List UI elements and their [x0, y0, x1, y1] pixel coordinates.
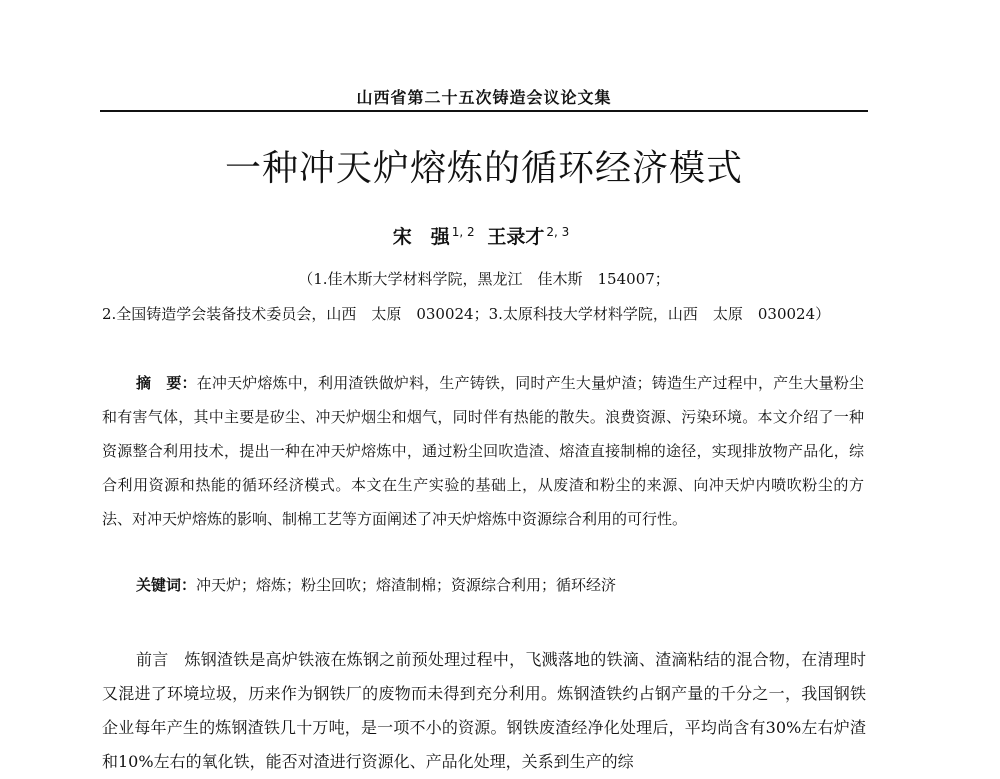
abstract — [102, 366, 864, 536]
keywords-text: 冲天炉；熔炼；粉尘回吹；熔渣制棉；资源综合利用；循环经济 — [196, 576, 617, 594]
body-paragraph — [102, 643, 866, 779]
author-name: 宋 强 — [392, 226, 450, 248]
running-head: 山西省第二十五次铸造会议论文集 — [356, 88, 612, 107]
author-line — [100, 222, 868, 249]
author-name: 王录才 — [487, 226, 545, 248]
section-heading-intro: 前言 — [136, 650, 169, 669]
author-affiliation-marker: 2, 3 — [546, 224, 570, 239]
author-affiliation-marker: 1, 2 — [451, 224, 475, 239]
abstract-label: 摘 要： — [136, 374, 197, 392]
keywords-label: 关键词： — [136, 576, 197, 594]
keywords — [136, 574, 866, 595]
paper-title: 一种冲天炉熔炼的循环经济模式 — [224, 148, 743, 189]
body-text: 炼钢渣铁是高炉铁液在炼钢之前预处理过程中，飞溅落地的铁滴、渣滴粘结的混合物，在清理时又混进了环境垃圾，历来作为钢铁厂的废物而未得到充分利用。炼钢渣铁约占钢产量的千分之一，我国钢铁企业每年产生的炼钢渣铁几十万吨，是一项不小的资源。钢铁废渣经净化处理后，平均尚含有30%左右炉渣和10%左右的氧化铁，能否对渣进行资源化、产品化处理，关系到生产的综 — [102, 650, 866, 771]
abstract-text: 在冲天炉熔炼中，利用渣铁做炉料，生产铸铁，同时产生大量炉渣；铸造生产过程中，产生大量粉尘和有害气体，其中主要是矽尘、冲天炉烟尘和烟气，同时伴有热能的散失。浪费资源、污染环境。本文介绍了一种资源整合利用技术，提出一种在冲天炉熔炼中，通过粉尘回吹造渣、熔渣直接制棉的途径，实现排放物产品化，综合利用资源和热能的循环经济模式。本文在生产实验的基础上，从废渣和粉尘的来源、向冲天炉内喷吹粉尘的方法、对冲天炉熔炼的影响、制棉工艺等方面阐述了冲天炉熔炼中资源综合利用的可行性。 — [102, 374, 864, 528]
affiliation-line-2: 2.全国铸造学会装备技术委员会，山西 太原 030024；3.太原科技大学材料学院，山西 太原 030024） — [102, 305, 831, 323]
header-rule — [100, 110, 868, 112]
affiliation-line-1: （1.佳木斯大学材料学院，黑龙江 佳木斯 154007； — [298, 270, 670, 288]
